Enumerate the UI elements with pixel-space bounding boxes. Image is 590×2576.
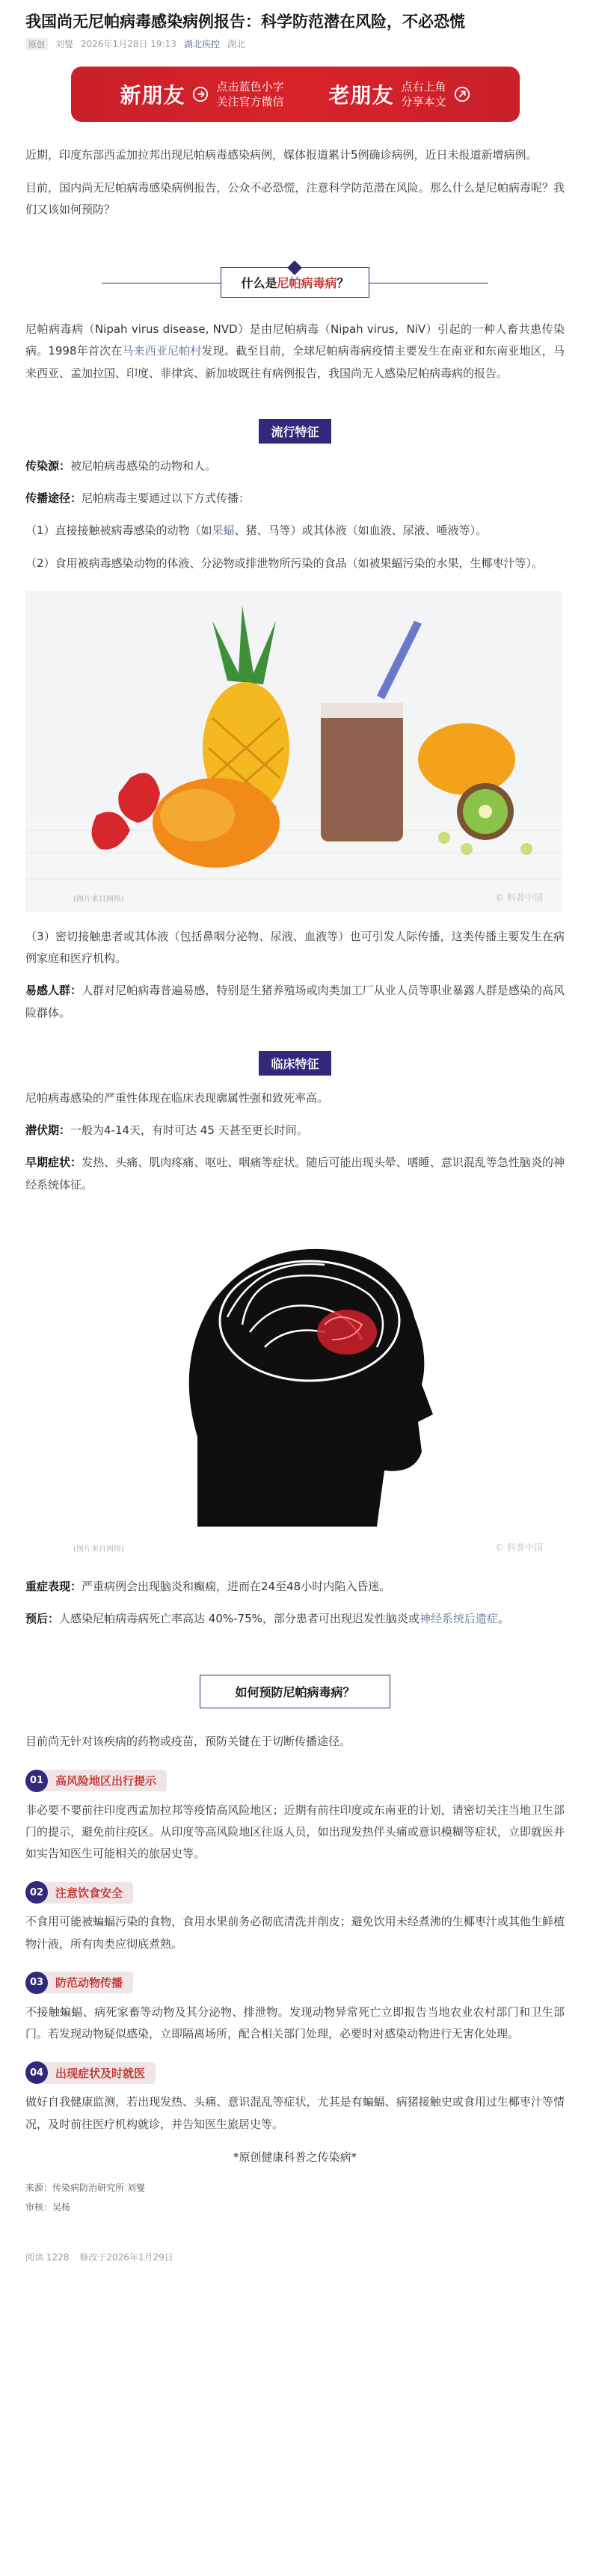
credit-line: *原创健康科普之传染病* [233, 2150, 357, 2164]
susceptible-text: 人群对尼帕病毒普遍易感，特别是生猪养殖场或肉类加工厂从业人员等职业暴露人群是感染的高风险群体。 [25, 984, 565, 1019]
early-symptoms-text: 发热、头痛、肌肉疼痛、呕吐、咽痛等症状。随后可能出现头晕、嗜睡、意识混乱等急性脑炎的神经系统体征。 [25, 1156, 565, 1192]
arrow-right-icon [192, 86, 209, 102]
prevention-section-2 [25, 1881, 565, 1955]
smoothie-glass [321, 711, 403, 841]
old-friend-text [402, 79, 446, 110]
read-count: 阅读 1228 [25, 2251, 70, 2263]
old-friend-line-2: 分享本文 [401, 95, 446, 109]
mango-right [418, 723, 515, 795]
early-symptoms-paragraph [25, 1152, 565, 1196]
route-paragraph [25, 488, 565, 509]
prognosis-text-b: 。 [497, 1612, 509, 1626]
fruit-bat-link[interactable]: 果蝠 [212, 524, 235, 538]
susceptible-paragraph [25, 980, 565, 1024]
new-friend-text [216, 79, 283, 110]
prevention-section-1 [25, 1770, 565, 1865]
arrow-up-right-icon [454, 86, 470, 102]
route-text: 尼帕病毒主要通过以下方式传播： [82, 491, 251, 506]
early-symptoms-label: 早期症状： [25, 1156, 82, 1170]
what-text-b: 发现。截至目前，全球尼帕病毒病疫情主要发生在南亚和东南亚地区，马来西亚、孟加拉国、印度、菲律宾、新加坡既往有病例报告，我国尚无人感染尼帕病毒病的报告。 [25, 344, 565, 380]
reviewer-line: 审核：吴杨 [25, 2202, 71, 2213]
prognosis-paragraph [25, 1608, 565, 1630]
neuro-sequelae-link[interactable]: 神经系统后遗症 [419, 1612, 498, 1626]
new-friend-label: 新朋友 [120, 83, 185, 108]
route-1-text-a: （1）直接接触被病毒感染的动物（如 [25, 524, 212, 538]
fruit-image-watermark: © 科普中国 [495, 892, 543, 903]
what-text-a: 尼帕病毒病（Nipah virus disease, NVD）是由尼帕病毒（Nipah virus，NiV）引起的一种人畜共患传染病。1998年首次在 [25, 322, 565, 358]
diamond-ornament-icon [288, 260, 303, 275]
section-header-4 [25, 2061, 565, 2084]
incubation-text: 一般为4-14天，有时可达 45 天甚至更长时间。 [70, 1123, 308, 1138]
severe-label: 重症表现： [25, 1579, 82, 1593]
brain-illustration-svg [25, 1212, 562, 1563]
inflammation-highlight [317, 1310, 377, 1355]
what-paragraph [25, 319, 565, 384]
section-header-1 [25, 1770, 565, 1792]
old-friend-line-1: 点右上角 [401, 80, 446, 94]
new-friend-line-1: 点击蓝色小字 [216, 80, 284, 94]
epi-pill [25, 419, 565, 444]
route-3-paragraph: （3）密切接触患者或其体液（包括鼻咽分泌物、尿液、血液等）也可引发人际传播，这类传播主要发生在病例家庭和医疗机构。 [25, 929, 565, 966]
account-link[interactable]: 湖北疾控 [183, 39, 220, 50]
route-1-paragraph [25, 520, 565, 542]
source-line: 来源：传染病防治研究所 刘燮 [25, 2182, 145, 2193]
prevention-intro: 目前尚无针对该疾病的药物或疫苗，预防关键在于切断传播途径。 [25, 1735, 351, 1749]
prevention-heading [25, 1675, 565, 1708]
new-friend-line-2: 关注官方微信 [216, 95, 284, 109]
source-label: 传染源： [25, 459, 71, 473]
section-text: 不食用可能被蝙蝠污染的食物，食用水果前务必彻底清洗并削皮；避免饮用未经煮沸的生椰枣汁或其他生鲜植物汁液，所有肉类应彻底煮熟。 [25, 1915, 565, 1951]
source-text: 被尼帕病毒感染的动物和人。 [70, 459, 217, 473]
susceptible-label: 易感人群： [25, 984, 82, 998]
fruit-illustration-svg [25, 591, 562, 913]
article-meta [25, 37, 565, 50]
clinic-paragraph: 尼帕病毒感染的严重性体现在临床表现廓属性强和致死率高。 [25, 1091, 329, 1105]
brain-image-watermark: © 科普中国 [495, 1542, 543, 1553]
original-badge: 原创 [25, 38, 48, 50]
what-heading-highlight: 尼帕病毒病 [277, 276, 337, 291]
modified-date: 修改于2026年1月29日 [79, 2251, 173, 2263]
intro-paragraph-1: 近期，印度东部西孟加拉邦出现尼帕病毒感染病例，媒体报道累计5例确诊病例，近日未报道新增病例。 [25, 148, 538, 162]
prevention-section-4 [25, 2061, 565, 2135]
source-paragraph [25, 456, 565, 477]
section-number-badge: 02 [25, 1881, 48, 1904]
section-title: 防范动物传播 [40, 1972, 133, 1993]
prevention-heading-box: 如何预防尼帕病毒病？ [200, 1675, 390, 1708]
route-2-paragraph: （2）食用被病毒感染动物的体液、分泌物或排泄物所污染的食品（如被果蝠污染的水果，生椰枣汁等）。 [25, 556, 544, 570]
intro-paragraph-2: 目前，国内尚无尼帕病毒感染病例报告，公众不必恐慌，注意科学防范潜在风险。那么什么是尼帕病毒呢？我们又该如何预防？ [25, 180, 565, 216]
section-header-2 [25, 1881, 565, 1904]
head-silhouette [189, 1249, 433, 1527]
route-label: 传播途径： [25, 491, 82, 506]
severe-paragraph [25, 1576, 565, 1598]
epi-pill-label: 流行特征 [259, 419, 331, 444]
what-heading-pre: 什么是 [241, 276, 277, 291]
prognosis-label: 预后： [25, 1612, 60, 1626]
section-text: 做好自我健康监测，若出现发热、头痛、意识混乱等症状，尤其是有蝙蝠、病猪接触史或食用过生椰枣汁等情况，及时前往医疗机构就诊，并告知医生旅居史等。 [25, 2095, 565, 2131]
location-label: 湖北 [227, 39, 245, 50]
article-title: 我国尚无尼帕病毒感染病例报告：科学防范潜在风险，不必恐慌 [25, 13, 465, 31]
what-heading-box [221, 267, 369, 298]
section-number-badge: 01 [25, 1770, 48, 1792]
incubation-label: 潜伏期： [25, 1123, 71, 1138]
incubation-paragraph [25, 1120, 565, 1141]
section-text: 不接触蝙蝠、病死家畜等动物及其分泌物、排泄物。发现动物异常死亡立即报告当地农业农村部门和卫生部门。若发现动物疑似感染，立即隔离场所，配合相关部门处理，必要时对感染动物进行无害化处理。 [25, 2005, 565, 2041]
author-name: 刘燮 [55, 39, 74, 50]
source-block [25, 2178, 565, 2218]
section-title: 出现症状及时就医 [40, 2062, 156, 2084]
section-header-3 [25, 1972, 565, 1994]
section-title: 高风险地区出行提示 [40, 1770, 167, 1791]
fruit-image-caption: (图片来自网络) [73, 895, 124, 904]
fruit-illustration [25, 591, 562, 913]
route-1-text-b: 、猪、马等）或其体液（如血液、尿液、唾液等）。 [234, 524, 488, 538]
severe-text: 严重病例会出现脑炎和癫痫，进而在24至48小时内陷入昏迷。 [82, 1579, 391, 1593]
section-text: 非必要不要前往印度西孟加拉邦等疫情高风险地区；近期有前往印度或东南亚的计划，请密切关注当地卫生部门的提示，避免前往疫区。从印度等高风险地区往返人员，如出现发热伴头痛或意识模糊等症状，立即就医并如实告知医生可能相关的旅居史等。 [25, 1803, 565, 1861]
publish-date: 2026年1月28日 19:13 [81, 39, 176, 50]
malaysia-nipah-link[interactable]: 马来西亚尼帕村 [122, 344, 202, 358]
section-number-badge: 04 [25, 2061, 48, 2084]
what-heading-post: ？ [337, 276, 349, 291]
brain-illustration [25, 1212, 562, 1563]
section-number-badge: 03 [25, 1972, 48, 1994]
clinic-pill-label: 临床特征 [259, 1051, 331, 1076]
old-friend-label: 老朋友 [328, 83, 394, 108]
follow-banner[interactable] [71, 67, 520, 122]
article-footer-meta [25, 2251, 565, 2263]
what-heading [25, 267, 565, 298]
clinic-pill [25, 1051, 565, 1076]
prevention-section-3 [25, 1972, 565, 2046]
section-title: 注意饮食安全 [40, 1882, 133, 1904]
prognosis-text-a: 人感染尼帕病毒病死亡率高达 40%-75%，部分患者可出现迟发性脑炎或 [59, 1612, 420, 1626]
brain-image-caption: (图片来自网络) [73, 1545, 124, 1554]
